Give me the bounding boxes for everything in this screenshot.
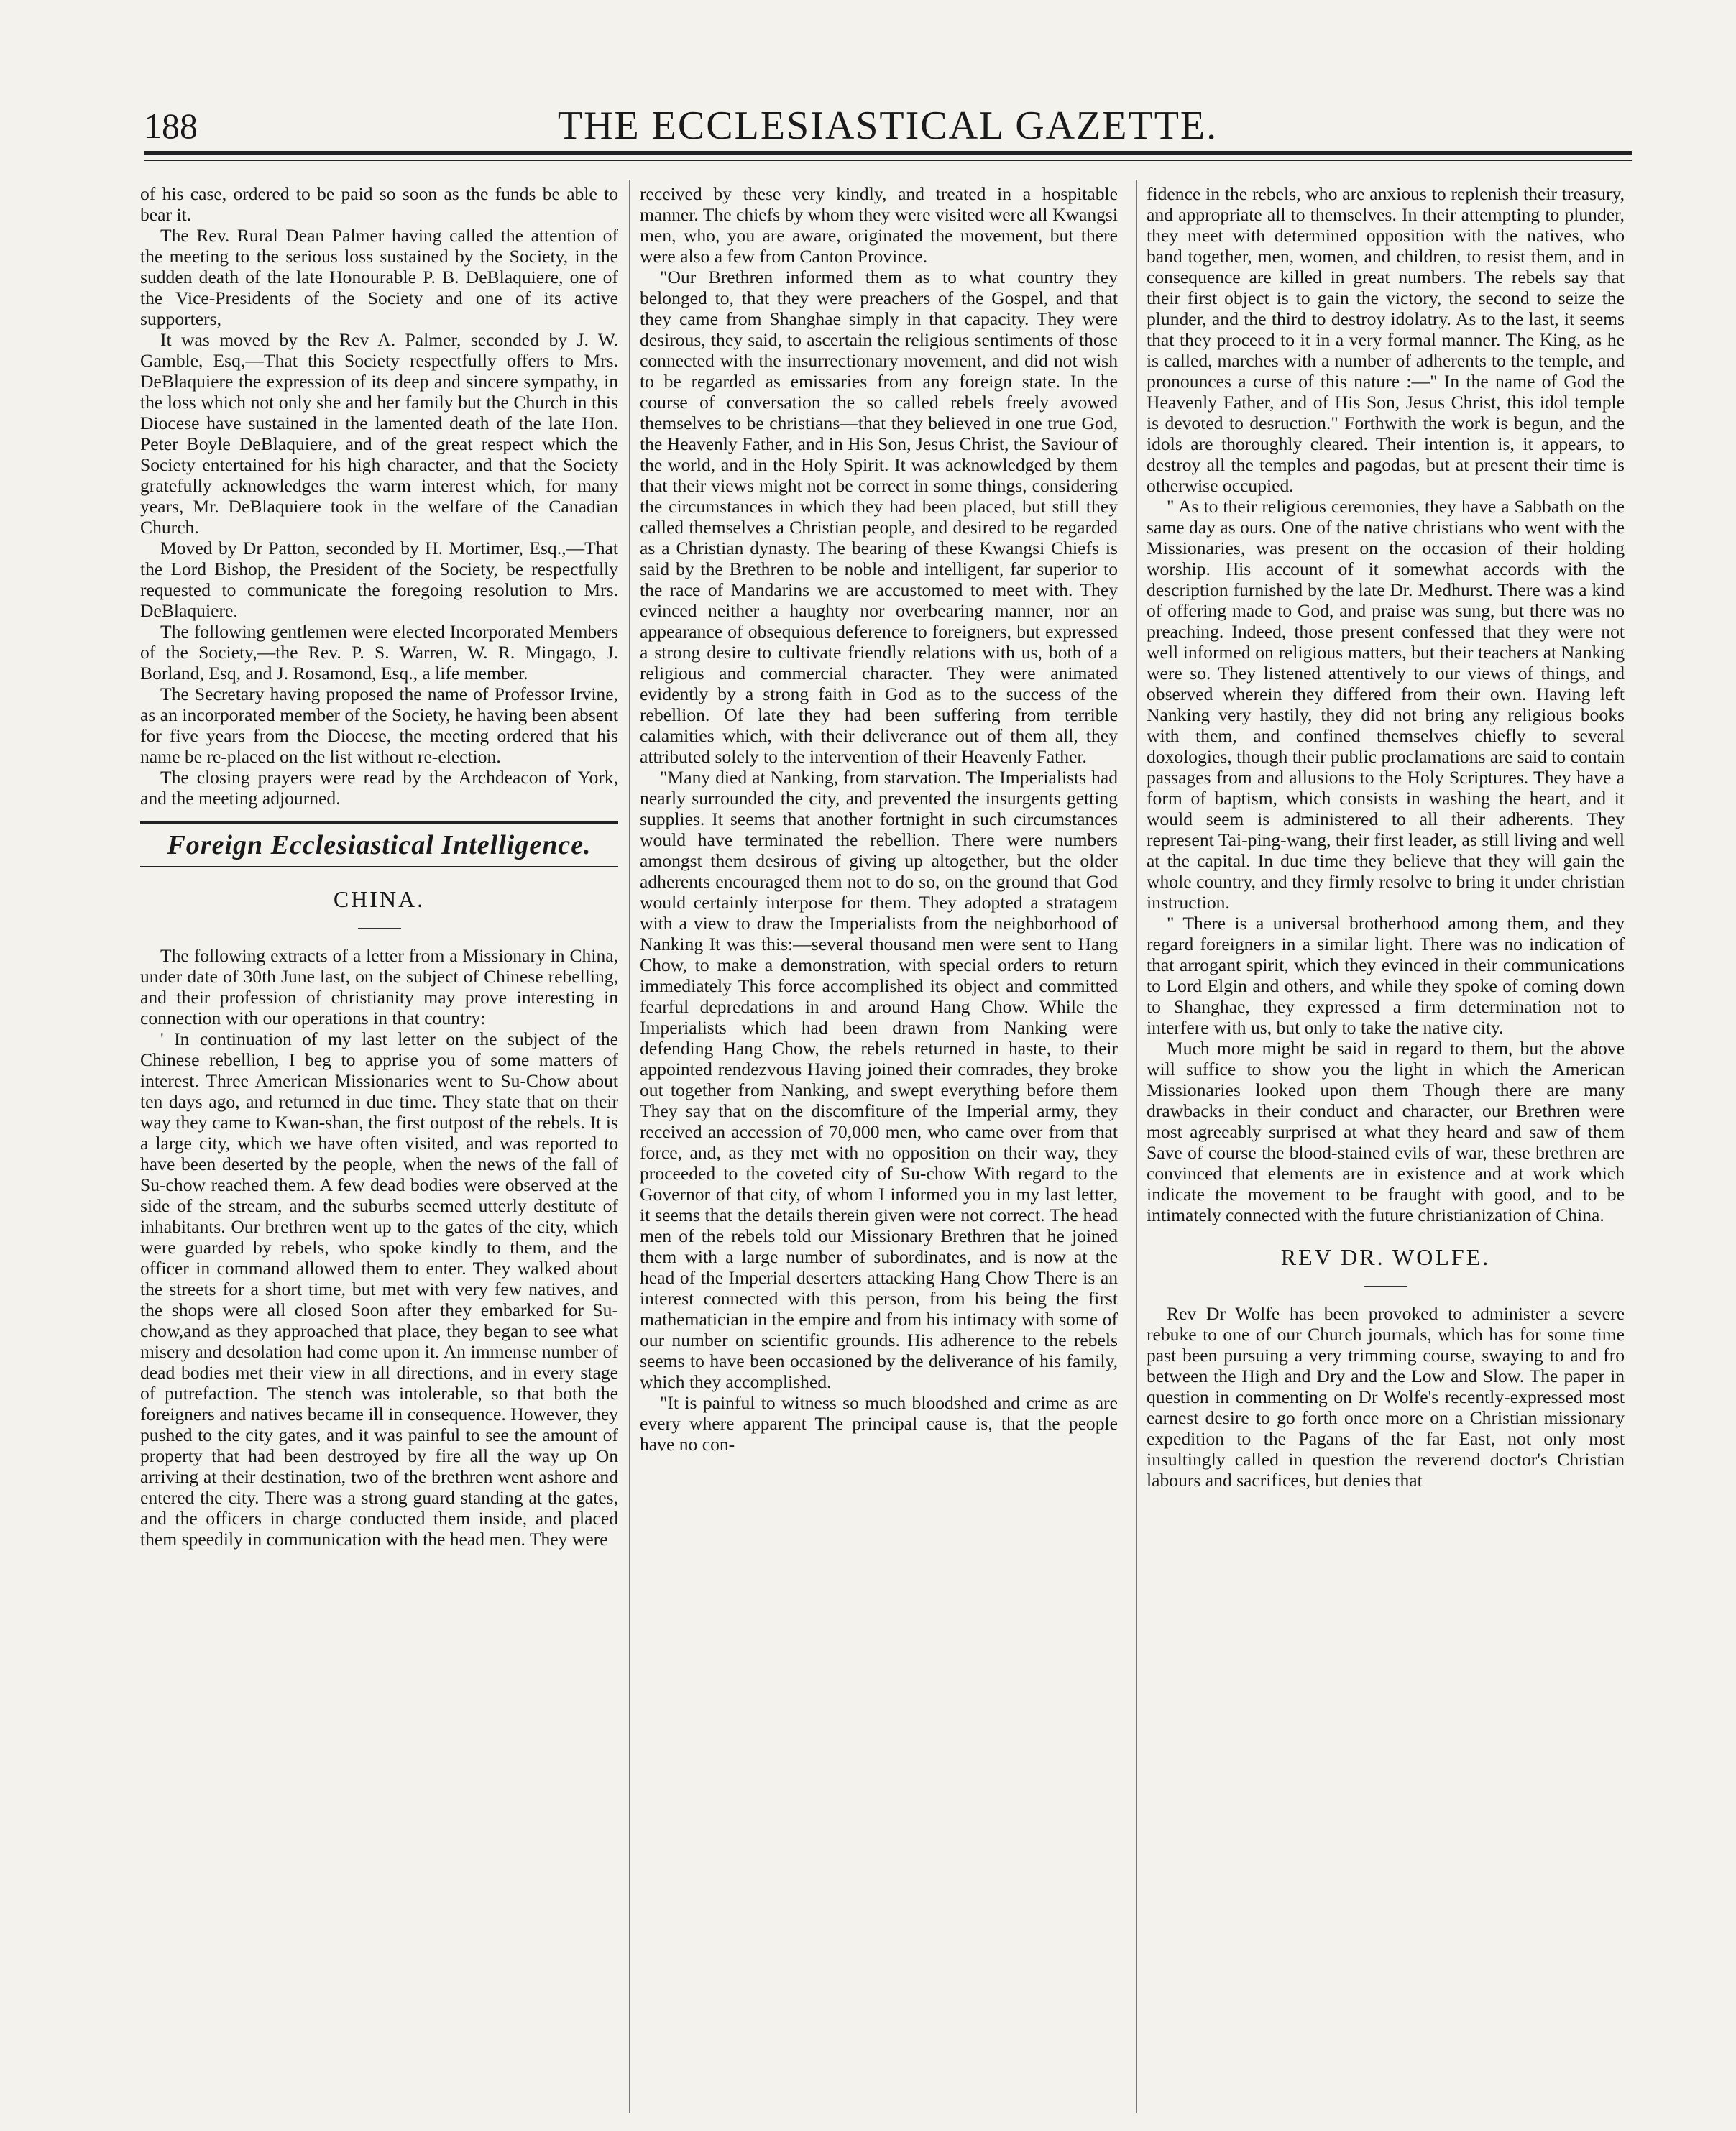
paragraph: "Many died at Nanking, from starvation. The Imperialists had nearly surrounded the city, and prevented the insurgents getting supplies. It seems that another fortnight in such circumstances would have terminated the rebellion. There were numbers amongst them desirous of giving up altogether, but the older adherents encouraged them not to do so, on the ground that God would certainly interpose for them. They adopted a stratagem with a view to draw the Imperialists from the neighborhood of Nanking It was this:—several thousand men were sent to Hang Chow, to make a demonstration, with special orders to return immediately This force accomplished its object and committed fearful depredations in and around Hang Chow. While the Imperialists which had been drawn from Nanking were defending Hang Chow, the rebels returned in haste, to their appointed rendezvous Having joined their comrades, they broke out together from Nanking, and swept everything before them They say that on the discomfiture of the Imperial army, they received an accession of 70,000 men, who came over from that force, and, as they met with no opposition on their way, they proceeded to the coveted city of Su-chow With regard to the Governor of that city, of whom I informed you in my last letter, it seems that the details therein given were not correct. The head men of the rebels told our Missionary Brethren that he joined them with a large number of subordinates, and is now at the head of the Imperial deserters attacking Hang Chow There is an interest connected with this person, from his being the first mathematician in the empire and from his intimacy with some of our number on scientific grounds. His adherence to the rebels seems to have been occasioned by the deliverance of his family, which they accomplished.: [640, 767, 1118, 1392]
paragraph: The Rev. Rural Dean Palmer having called the attention of the meeting to the serious loss sustained by the Society, in the sudden death of the late Honourable P. B. DeBlaquiere, one of the Vice-Presidents of the Society and one of its active supporters,: [140, 225, 618, 329]
paragraph: Moved by Dr Patton, seconded by H. Mortimer, Esq.,—That the Lord Bishop, the President of the Society, be respectfully requested to communicate the foregoing resolution to Mrs. DeBlaquiere.: [140, 538, 618, 621]
section-rule: [140, 821, 618, 824]
paragraph: Rev Dr Wolfe has been provoked to administer a severe rebuke to one of our Church journals, which has for some time past been pursuing a very trimming course, swaying to and fro between the High and Dry and the Low and Slow. The paper in question in commenting on Dr Wolfe's recently-expressed most earnest desire to go forth once more on a Christian missionary expedition to the Pagans of the far East, not only most insultingly called in question the reverend doctor's Christian labours and sacrifices, but denies that: [1147, 1303, 1625, 1491]
page-number: 188: [144, 106, 198, 146]
header-rule-thick: [144, 151, 1632, 155]
paragraph: The closing prayers were read by the Archdeacon of York, and the meeting adjourned.: [140, 767, 618, 809]
paragraph: " As to their religious ceremonies, they have a Sabbath on the same day as ours. One of the native christians who went with the Missionaries, was present on the occasion of their holding worship. His account of it somewhat accords with the description furnished by the late Dr. Medhurst. There was a kind of offering made to God, and praise was sung, but there was no preaching. Indeed, those present confessed that they were not well informed on religious matters, but their teachers at Nanking were so. They listened attentively to our views of things, and observed wherein they differed from their own. Having left Nanking very hastily, they did not bring any religious books with them, and confined themselves chiefly to several doxologies, though their public proclamations are said to contain passages from and allusions to the Holy Scriptures. They have a form of baptism, which consists in washing the heart, and it would seem is administered to all their adherents. They represent Tai-ping-wang, their first leader, as still living and well at the capital. In due time they believe that they will gain the whole country, and they firmly resolve to bring it under christian instruction.: [1147, 496, 1625, 913]
paragraph: "It is painful to witness so much bloodshed and crime as are every where apparent The principal cause is, that the people have no con-: [640, 1392, 1118, 1455]
paragraph: The Secretary having proposed the name of Professor Irvine, as an incorporated member of the Society, he having been absent for five years from the Diocese, the meeting ordered that his name be re-placed on the list without re-election.: [140, 684, 618, 767]
header-rule-thin: [144, 160, 1632, 161]
paragraph: fidence in the rebels, who are anxious to replenish their treasury, and appropriate all to themselves. In their attempting to plunder, they meet with determined opposition with the natives, who band together, men, women, and children, to resist them, and in consequence are killed in great numbers. The rebels say that their first object is to gain the victory, the second to seize the plunder, and the third to destroy idolatry. As to the last, it seems that they proceed to it in a very formal manner. The King, as he is called, marches with a number of adherents to the temple, and pronounces a curse of this nature :—" In the name of God the Heavenly Father, and of His Son, Jesus Christ, this idol temple is devoted to desruction." Forthwith the work is begun, and the idols are thoroughly cleared. Their intention is, it appears, to destroy all the temples and pagodas, but at present their time is otherwise occupied.: [1147, 183, 1625, 496]
paragraph: " There is a universal brotherhood among them, and they regard foreigners in a similar light. There was no indication of that arrogant spirit, which they evinced in their communications to Lord Elgin and others, and while they spoke of coming down to Shanghae, they expressed a firm determination not to interfere with us, but only to take the native city.: [1147, 913, 1625, 1038]
paragraph: It was moved by the Rev A. Palmer, seconded by J. W. Gamble, Esq,—That this Society respectfully offers to Mrs. DeBlaquiere the expression of its deep and sincere sympathy, in the loss which not only she and her family but the Church in this Diocese have sustained in the lamented death of the late Hon. Peter Boyle DeBlaquiere, and of the great respect which the Society entertained for his high character, and that the Society gratefully acknowledges the warm interest which, for many years, Mr. DeBlaquiere took in the welfare of the Canadian Church.: [140, 329, 618, 538]
subheading-rule: [358, 928, 401, 929]
column-left: [140, 183, 618, 2109]
paragraph: The following extracts of a letter from a Missionary in China, under date of 30th June last, on the subject of Chinese rebelling, and their profession of christianity may prove interesting in connection with our operations in that country:: [140, 945, 618, 1028]
column-divider-right: [1136, 180, 1137, 2113]
column-middle: [640, 183, 1118, 2109]
paragraph: "Our Brethren informed them as to what country they belonged to, that they were preachers of the Gospel, and that they came from Shanghae simply in that capacity. They were desirous, they said, to ascertain the religious sentiments of those connected with the insurrectionary movement, and did not wish to be regarded as emissaries from any foreign state. In the course of conversation the so called rebels freely avowed themselves to be christians—that they believed in one true God, the Heavenly Father, and in His Son, Jesus Christ, the Saviour of the world, and in the Holy Spirit. It was acknowledged by them that their views might not be correct in some things, considering the circumstances in which they had been placed, but still they called themselves a Christian people, and desired to be regarded as a Christian dynasty. The bearing of these Kwangsi Chiefs is said by the Brethren to be noble and intelligent, far superior to the race of Mandarins we are accustomed to meet with. They evinced neither a haughty nor overbearing manner, nor an appearance of obsequious deference to foreigners, but expressed a strong desire to cultivate friendly relations with us, both of a religious and commercial character. They were animated evidently by a strong faith in God as to the success of the rebellion. Of late they had been suffering from terrible calamities which, with their deliverance out of them all, they attributed solely to the intervention of their Heavenly Father.: [640, 267, 1118, 767]
column-divider-left: [629, 180, 630, 2113]
section-rule: [140, 866, 618, 867]
gazette-title: THE ECCLESIASTICAL GAZETTE.: [557, 103, 1218, 148]
masthead: [144, 101, 1632, 158]
paragraph: Much more might be said in regard to them, but the above will suffice to show you the light in which the American Missionaries looked upon them Though there are many drawbacks in their conduct and character, our Brethren were most agreeably surprised at what they heard and saw of them Save of course the blood-stained evils of war, these brethren are convinced that elements are in existence and at work which indicate the movement to be fraught with good, and to be intimately connected with the future christianization of China.: [1147, 1038, 1625, 1225]
paragraph: of his case, ordered to be paid so soon as the funds be able to bear it.: [140, 183, 618, 225]
paragraph: The following gentlemen were elected Incorporated Members of the Society,—the Rev. P. S. Warren, W. R. Mingago, J. Borland, Esq, and J. Rosamond, Esq., a life member.: [140, 621, 618, 684]
subheading-wolfe: REV DR. WOLFE.: [1280, 1244, 1491, 1270]
paragraph: ' In continuation of my last letter on the subject of the Chinese rebellion, I beg to apprise you of some matters of interest. Three American Missionaries went to Su-Chow about ten days ago, and returned in due time. They state that on their way they came to Kwan-shan, the first outpost of the rebels. It is a large city, which we have often visited, and was reported to have been deserted by the people, when the news of the fall of Su-chow reached them. A few dead bodies were observed at the side of the stream, and the suburbs seemed utterly destitute of inhabitants. Our brethren went up to the gates of the city, which were guarded by rebels, who spoke kindly to them, and the officer in command allowed them to enter. They walked about the streets for a short time, but met with very few natives, and the shops were all closed Soon after they embarked for Su-chow,and as they approached that place, they began to see what misery and desolation had come upon it. An immense number of dead bodies met their view in all directions, and in every stage of putrefaction. The stench was intolerable, so that both the foreigners and natives became ill in consequence. However, they pushed to the city gates, and it was painful to see the amount of property that had been destroyed by fire all the way up On arriving at their destination, two of the brethren went ashore and entered the city. There was a strong guard standing at the gates, and the officers in charge conducted them inside, and placed them speedily in communication with the head men. They were: [140, 1028, 618, 1550]
column-right: [1147, 183, 1625, 2109]
subheading-rule: [1364, 1286, 1407, 1287]
subheading-china: CHINA.: [333, 886, 426, 912]
section-heading: Foreign Ecclesiastical Intelligence.: [167, 830, 592, 860]
paragraph: received by these very kindly, and treated in a hospitable manner. The chiefs by whom they were visited were all Kwangsi men, who, you are aware, originated the movement, but there were also a few from Canton Province.: [640, 183, 1118, 267]
